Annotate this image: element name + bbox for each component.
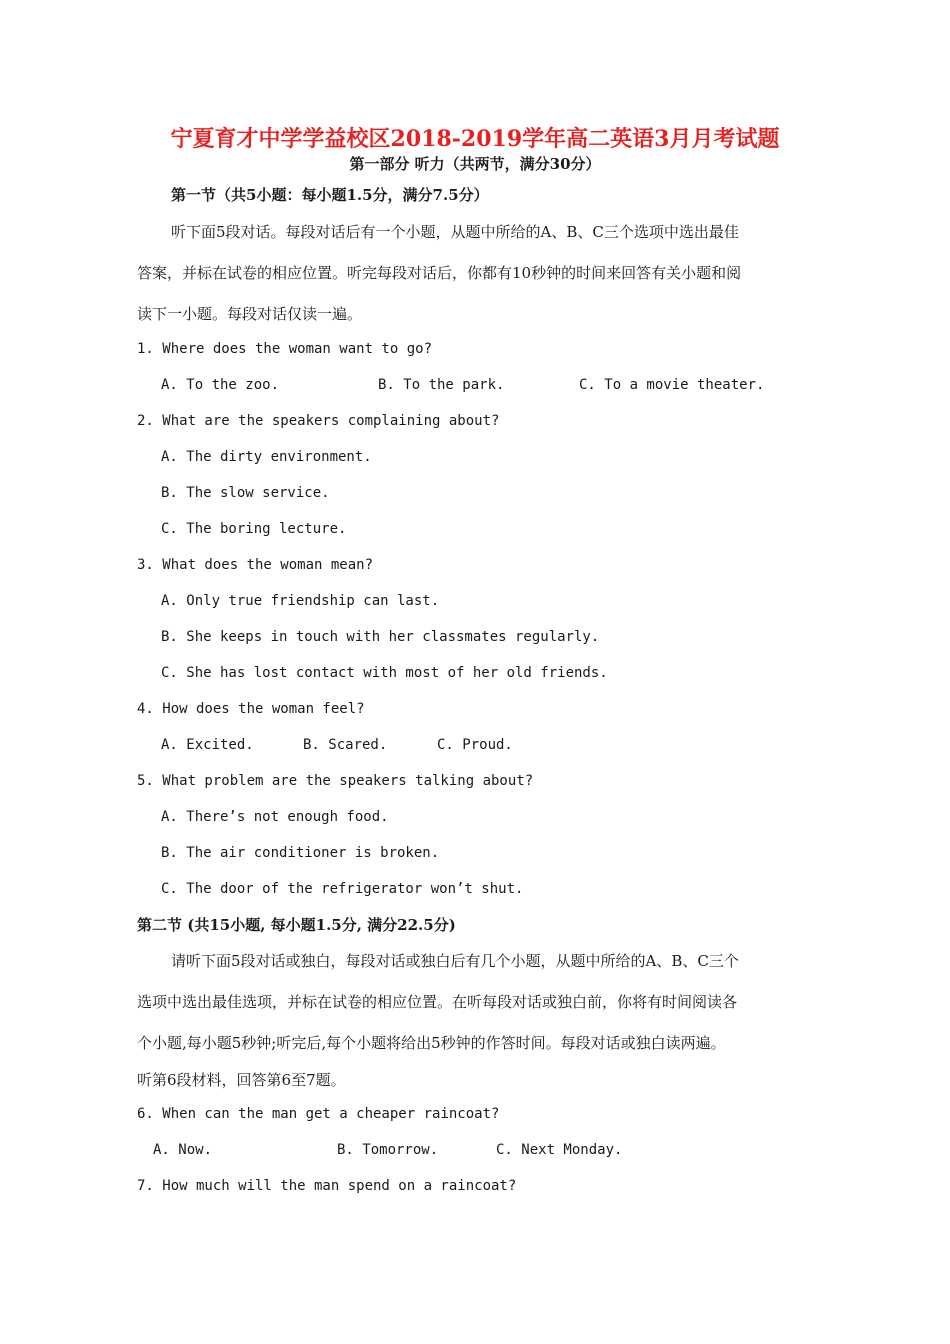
q3-option-a: A. Only true friendship can last. <box>161 593 440 609</box>
exam-title: 宁夏育才中学学益校区2018-2019学年高二英语3月月考试题 <box>170 126 780 152</box>
question-2: 2. What are the speakers complaining about? <box>137 413 500 429</box>
q3-option-b: B. She keeps in touch with her classmates regularly. <box>161 629 600 645</box>
q2-option-b: B. The slow service. <box>161 485 330 501</box>
question-4: 4. How does the woman feel? <box>137 701 365 717</box>
q6-option-c: C. Next Monday. <box>496 1142 623 1158</box>
question-7: 7. How much will the man spend on a raincoat? <box>137 1178 517 1194</box>
q2-option-a: A. The dirty environment. <box>161 449 372 465</box>
question-5: 5. What problem are the speakers talking about? <box>137 773 534 789</box>
question-3: 3. What does the woman mean? <box>137 557 374 573</box>
part-heading: 第一部分 听力（共两节，满分30分） <box>349 155 601 173</box>
question-6: 6. When can the man get a cheaper raincoat? <box>137 1106 500 1122</box>
section2-heading: 第二节 (共15小题, 每小题1.5分, 满分22.5分) <box>137 916 456 934</box>
q6-option-b: B. Tomorrow. <box>337 1142 439 1158</box>
q4-option-b: B. Scared. <box>303 737 388 753</box>
question-1: 1. Where does the woman want to go? <box>137 341 433 357</box>
section2-instructions-line2: 选项中选出最佳选项，并标在试卷的相应位置。在听每段对话或独白前，你将有时间阅读各 <box>137 993 738 1011</box>
q1-option-a: A. To the zoo. <box>161 377 280 393</box>
section1-instructions-line1: 听下面5段对话。每段对话后有一个小题，从题中所给的A、B、C三个选项中选出最佳 <box>171 223 739 241</box>
q5-option-a: A. There’s not enough food. <box>161 809 389 825</box>
section2-instructions-line4: 听第6段材料，回答第6至7题。 <box>137 1071 346 1089</box>
q4-option-c: C. Proud. <box>437 737 513 753</box>
section1-instructions-line2: 答案，并标在试卷的相应位置。听完每段对话后，你都有10秒钟的时间来回答有关小题和阅 <box>137 264 742 282</box>
q1-option-c: C. To a movie theater. <box>579 377 765 393</box>
q3-option-c: C. She has lost contact with most of her old friends. <box>161 665 608 681</box>
q5-option-c: C. The door of the refrigerator won’t shut. <box>161 881 524 897</box>
section2-instructions-line3: 个小题,每小题5秒钟;听完后,每个小题将给出5秒钟的作答时间。每段对话或独白读两遍。 <box>137 1034 726 1052</box>
section2-instructions-line1: 请听下面5段对话或独白，每段对话或独白后有几个小题，从题中所给的A、B、C三个 <box>171 952 739 970</box>
section1-instructions-line3: 读下一小题。每段对话仅读一遍。 <box>137 305 363 323</box>
q2-option-c: C. The boring lecture. <box>161 521 347 537</box>
section1-heading: 第一节（共5小题：每小题1.5分，满分7.5分） <box>171 186 489 204</box>
q4-option-a: A. Excited. <box>161 737 254 753</box>
q6-option-a: A. Now. <box>153 1142 213 1158</box>
q5-option-b: B. The air conditioner is broken. <box>161 845 440 861</box>
q1-option-b: B. To the park. <box>378 377 505 393</box>
